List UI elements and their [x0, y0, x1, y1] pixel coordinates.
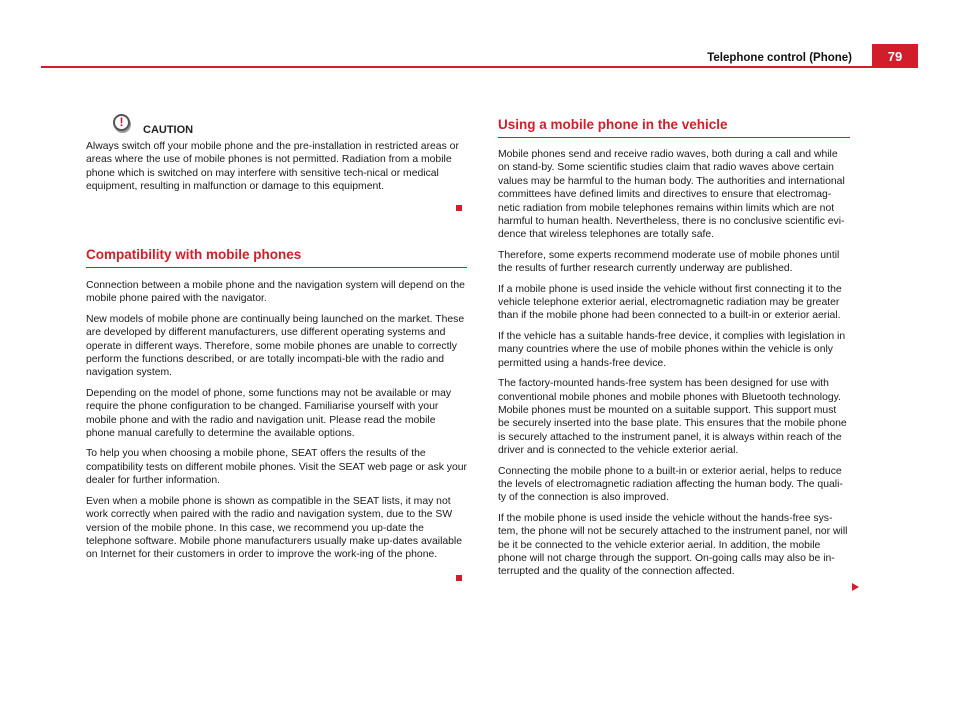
page-header-title: Telephone control (Phone) [707, 52, 852, 64]
caution-box [86, 115, 467, 194]
caution-label: CAUTION [143, 124, 194, 136]
paragraph: Mobile phones send and receive radio waves, both during a call and while on stand-by. Some scientific studies claim that radio waves above certain values may be harmful to the human body. The authorities and international committees have defined limits and directives to ensure that electromag-netic radiation from mobile telephones remains within limits which are not harmful to human health. Nevertheless, there is no conclusive scientific evi-dence that wireless telephones are totally safe. [498, 149, 845, 241]
section-title-using: Using a mobile phone in the vehicle [498, 117, 728, 132]
section-title-compatibility: Compatibility with mobile phones [86, 247, 302, 262]
section-end-mark [456, 575, 462, 581]
caution-text: Always switch off your mobile phone and the pre-installation in restricted areas or areas where the use of mobile phones is not permitted. Radiation from a mobile phone which is switched on may interfere with sensitive tech-nical or medical equipment, resulting in malfunction or damage to this equipment. [86, 141, 459, 193]
page-number: 79 [872, 44, 918, 68]
header-rule [41, 66, 889, 68]
warning-icon: ! [113, 114, 130, 131]
using-section [498, 117, 850, 138]
paragraph: To help you when choosing a mobile phone, SEAT offers the results of the compatibility tests on different mobile phones. Visit the SEAT web page or ask your dealer for further information. [86, 448, 468, 487]
paragraph: Connecting the mobile phone to a built-in or exterior aerial, helps to reduce the levels of electromagnetic radiation affecting the human body. The quali-ty of the connection is also improved. [498, 465, 843, 504]
section-rule [86, 267, 467, 268]
using-body [498, 148, 850, 579]
paragraph: If a mobile phone is used inside the vehicle without first connecting it to the vehicle telephone exterior aerial, electromagnetic radiation may be greater than if the mobile phone had been connected to a built-in or exterior aerial. [498, 283, 842, 322]
paragraph: If the mobile phone is used inside the vehicle without the hands-free sys-tem, the phone will not be securely attached to the instrument panel, nor will be it be connected to the vehicle exterior aerial. In addition, the mobile phone will not charge through the support. On-going calls may also be in-terrupted and the quality of the connection affected. [498, 512, 848, 578]
caution-end-mark [456, 205, 462, 211]
paragraph: The factory-mounted hands-free system has been designed for use with conventional mobile phones and mobile phones with Bluetooth technology. Mobile phones must be mounted on a suitable support. This support must be securely inserted into the base plate. This ensures that the mobile phone is securely attached to the instrument panel, it is always within reach of the driver and is connected to the vehicle exterior aerial. [498, 378, 847, 457]
paragraph: Depending on the model of phone, some functions may not be available or may require the phone configuration to be changed. Familiarise yourself with your mobile phone and with the radio and navigation unit. Please read the mobile phone manual carefully to determine the available options. [86, 387, 452, 440]
paragraph: New models of mobile phone are continually being launched on the market. These are developed by different manufacturers, use different operating systems and operate in different ways. Therefore, some mobile phones are unable to correctly perform the functions described, or are totally incompati-ble with the radio and navigation system. [86, 313, 465, 379]
paragraph: Therefore, some experts recommend moderate use of mobile phones until the results of further research currently underway are published. [498, 249, 840, 275]
continue-arrow-icon [852, 583, 859, 591]
section-rule [498, 137, 850, 138]
paragraph: Even when a mobile phone is shown as compatible in the SEAT lists, it may not work correctly when paired with the radio and navigation system, due to the SW version of the mobile phone. In this case, we recommend you up-date the telephone software. Mobile phone manufacturers usually make up-dates available on Internet for their customers in order to improve the work-ing of the phone. [86, 495, 463, 561]
paragraph: If the vehicle has a suitable hands-free device, it complies with legislation in many countries where the use of mobile phones within the vehicle is only permitted using a hands-free device. [498, 330, 846, 369]
caution-header [86, 115, 467, 140]
compatibility-body [86, 279, 467, 562]
compatibility-section [86, 247, 467, 268]
paragraph: Connection between a mobile phone and the navigation system will depend on the mobile phone paired with the navigator. [86, 280, 465, 305]
